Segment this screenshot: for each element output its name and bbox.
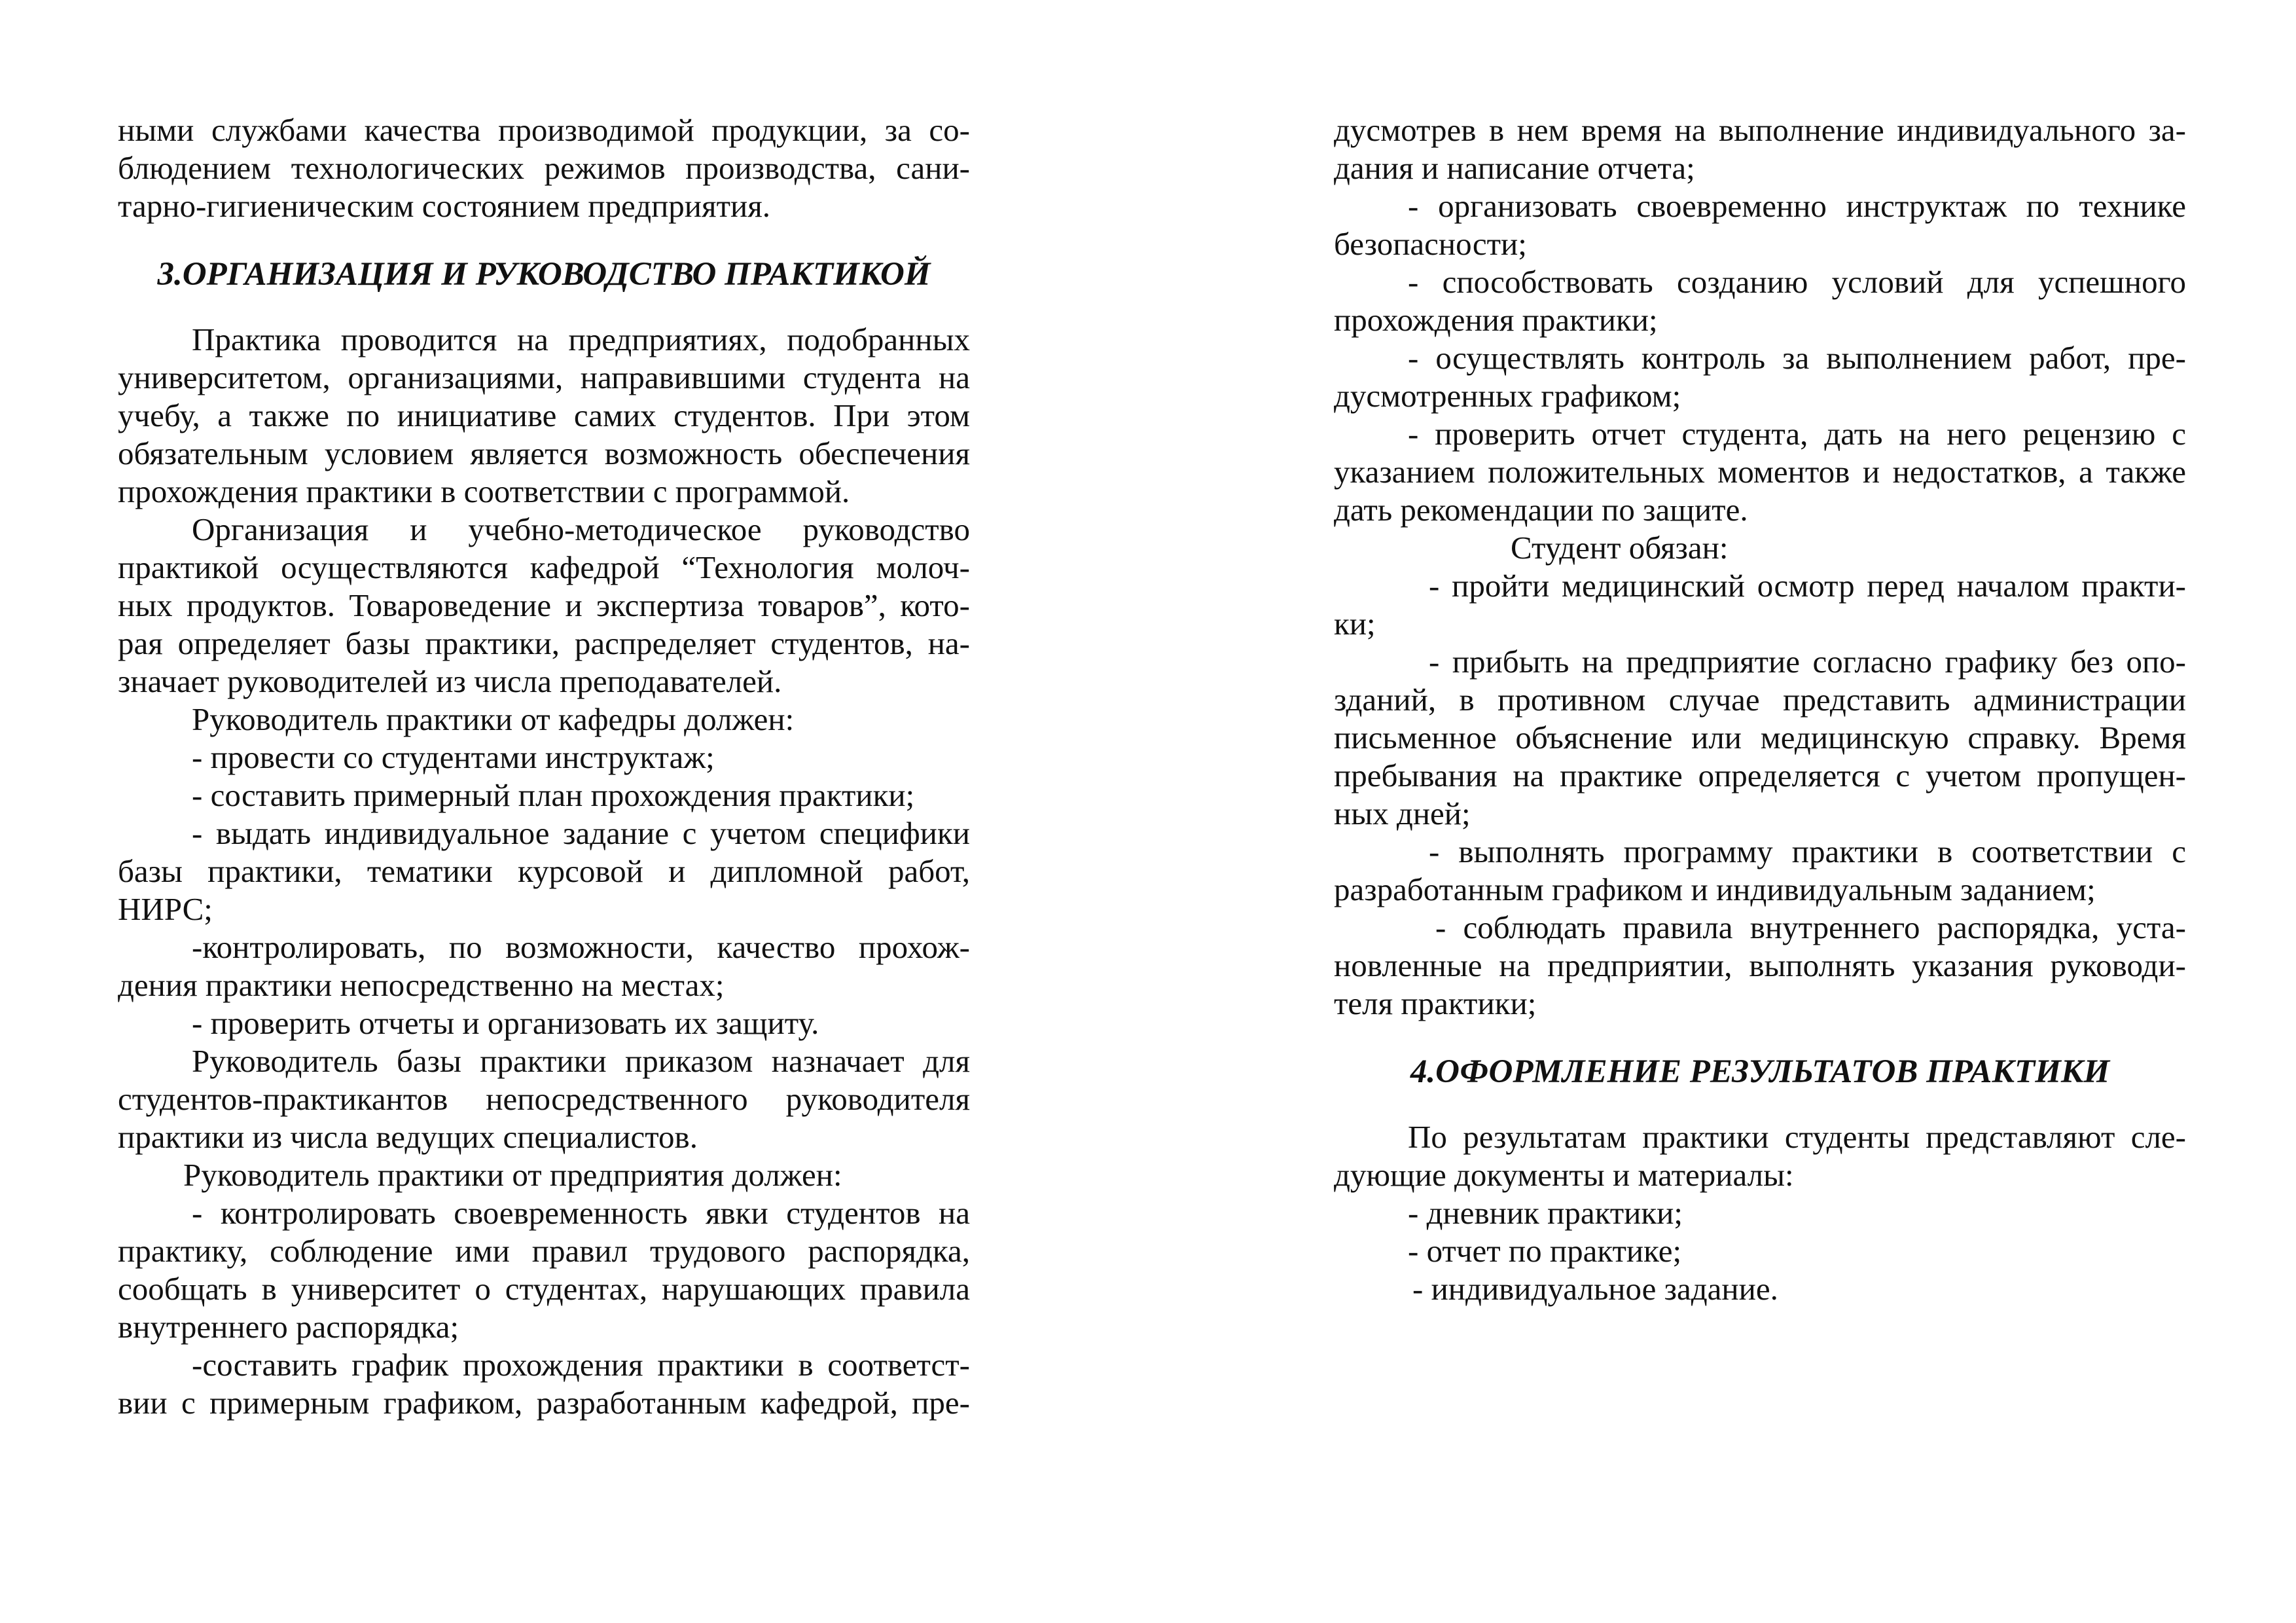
text-line: - прибыть на предприятие согласно графику без опо- — [1429, 644, 2186, 680]
text-line: внутреннего распорядка; — [118, 1309, 459, 1345]
text-line: тарно-гигиеническим состоянием предприятия. — [118, 188, 770, 224]
text-line: практикой осуществляются кафедрой “Технология молоч- — [118, 549, 970, 585]
text-line: - выдать индивидуальное задание с учетом специфики — [192, 815, 970, 851]
text-line: Организация и учебно-методическое руководство — [192, 511, 970, 547]
text-line: зданий, в противном случае представить администрации — [1334, 682, 2186, 718]
text-line: значает руководителей из числа преподавателей. — [118, 663, 782, 699]
right-continuation — [1334, 111, 2186, 1023]
text-line: дать рекомендации по защите. — [1334, 492, 1748, 528]
text-line: практику, соблюдение ими правил трудового распорядка, — [118, 1233, 970, 1269]
text-line: ных продуктов. Товароведение и экспертиза товаров”, кото- — [118, 587, 970, 623]
text-line: прохождения практики в соответствии с программой. — [118, 473, 850, 509]
text-line: Практика проводится на предприятиях, подобранных — [192, 321, 970, 357]
text-line: Руководитель практики от кафедры должен: — [192, 701, 795, 737]
text-line: учебу, а также по инициативе самих студентов. При этом — [118, 397, 970, 433]
text-line: дусмотренных графиком; — [1334, 378, 1681, 414]
text-line: - организовать своевременно инструктаж по технике — [1408, 188, 2186, 224]
text-line: - составить примерный план прохождения практики; — [192, 777, 915, 813]
left-intro-paragraph — [118, 111, 970, 225]
text-line: - контролировать своевременность явки студентов на — [192, 1195, 970, 1231]
section-heading-3: 3.ОРГАНИЗАЦИЯ И РУКОВОДСТВО ПРАКТИКОЙ — [157, 256, 931, 293]
text-line: Руководитель базы практики приказом назначает для — [192, 1043, 970, 1079]
text-line: обязательным условием является возможность обеспечения — [118, 435, 970, 471]
text-line: базы практики, тематики курсовой и дипломной работ, — [118, 853, 970, 889]
text-line: дения практики непосредственно на местах; — [118, 967, 725, 1003]
right-body — [1334, 1118, 2186, 1308]
text-line: пребывания на практике определяется с учетом пропущен- — [1334, 757, 2186, 793]
text-line: Руководитель практики от предприятия должен: — [183, 1157, 842, 1193]
text-line: - способствовать созданию условий для успешного — [1408, 264, 2186, 300]
text-line: безопасности; — [1334, 226, 1527, 262]
text-line: - соблюдать правила внутреннего распорядка, уста- — [1435, 909, 2186, 945]
student-obligations-label: Студент обязан: — [1511, 530, 1729, 566]
text-line: дусмотрев в нем время на выполнение индивидуального за- — [1334, 112, 2186, 148]
text-line: ных дней; — [1334, 795, 1471, 831]
text-line: университетом, организациями, направившими студента на — [118, 359, 970, 395]
text-line: прохождения практики; — [1334, 302, 1658, 338]
text-line: ными службами качества производимой продукции, за со- — [118, 112, 970, 148]
section-heading-4: 4.ОФОРМЛЕНИЕ РЕЗУЛЬТАТОВ ПРАКТИКИ — [1410, 1053, 2110, 1090]
text-line: -контролировать, по возможности, качество прохож- — [192, 929, 970, 965]
text-line: дующие документы и материалы: — [1334, 1157, 1794, 1193]
text-line: ки; — [1334, 606, 1376, 642]
text-line: практики из числа ведущих специалистов. — [118, 1119, 698, 1155]
text-line: НИРС; — [118, 891, 213, 927]
text-line: вии с примерным графиком, разработанным кафедрой, пре- — [118, 1385, 970, 1421]
text-line: - проверить отчеты и организовать их защиту. — [192, 1005, 819, 1041]
left-body — [118, 321, 970, 1422]
text-line: студентов-практикантов непосредственного руководителя — [118, 1081, 970, 1117]
text-line: блюдением технологических режимов производства, сани- — [118, 150, 970, 186]
text-line: указанием положительных моментов и недостатков, а также — [1334, 454, 2186, 490]
text-line: По результатам практики студенты представляют сле- — [1408, 1119, 2186, 1155]
text-line: теля практики; — [1334, 985, 1537, 1021]
list-item: - дневник практики; — [1408, 1195, 1683, 1231]
list-item: - индивидуальное задание. — [1412, 1271, 1778, 1307]
text-line: письменное объяснение или медицинскую справку. Время — [1334, 720, 2186, 756]
right-page — [1334, 111, 2186, 1308]
text-line: - выполнять программу практики в соответствии с — [1429, 833, 2186, 869]
text-line: новленные на предприятии, выполнять указания руководи- — [1334, 947, 2186, 983]
list-item: - отчет по практике; — [1408, 1233, 1682, 1269]
text-line: рая определяет базы практики, распределяет студентов, на- — [118, 625, 970, 661]
left-page — [118, 111, 970, 1422]
text-line: - осуществлять контроль за выполнением работ, пре- — [1408, 340, 2186, 376]
text-line: - провести со студентами инструктаж; — [192, 739, 715, 775]
text-line: - проверить отчет студента, дать на него рецензию с — [1408, 416, 2186, 452]
text-line: разработанным графиком и индивидуальным заданием; — [1334, 871, 2096, 907]
text-line: - пройти медицинский осмотр перед началом практи- — [1429, 568, 2186, 604]
text-line: -составить график прохождения практики в соответст- — [192, 1347, 970, 1383]
text-line: сообщать в университет о студентах, нарушающих правила — [118, 1271, 970, 1307]
text-line: дания и написание отчета; — [1334, 150, 1695, 186]
